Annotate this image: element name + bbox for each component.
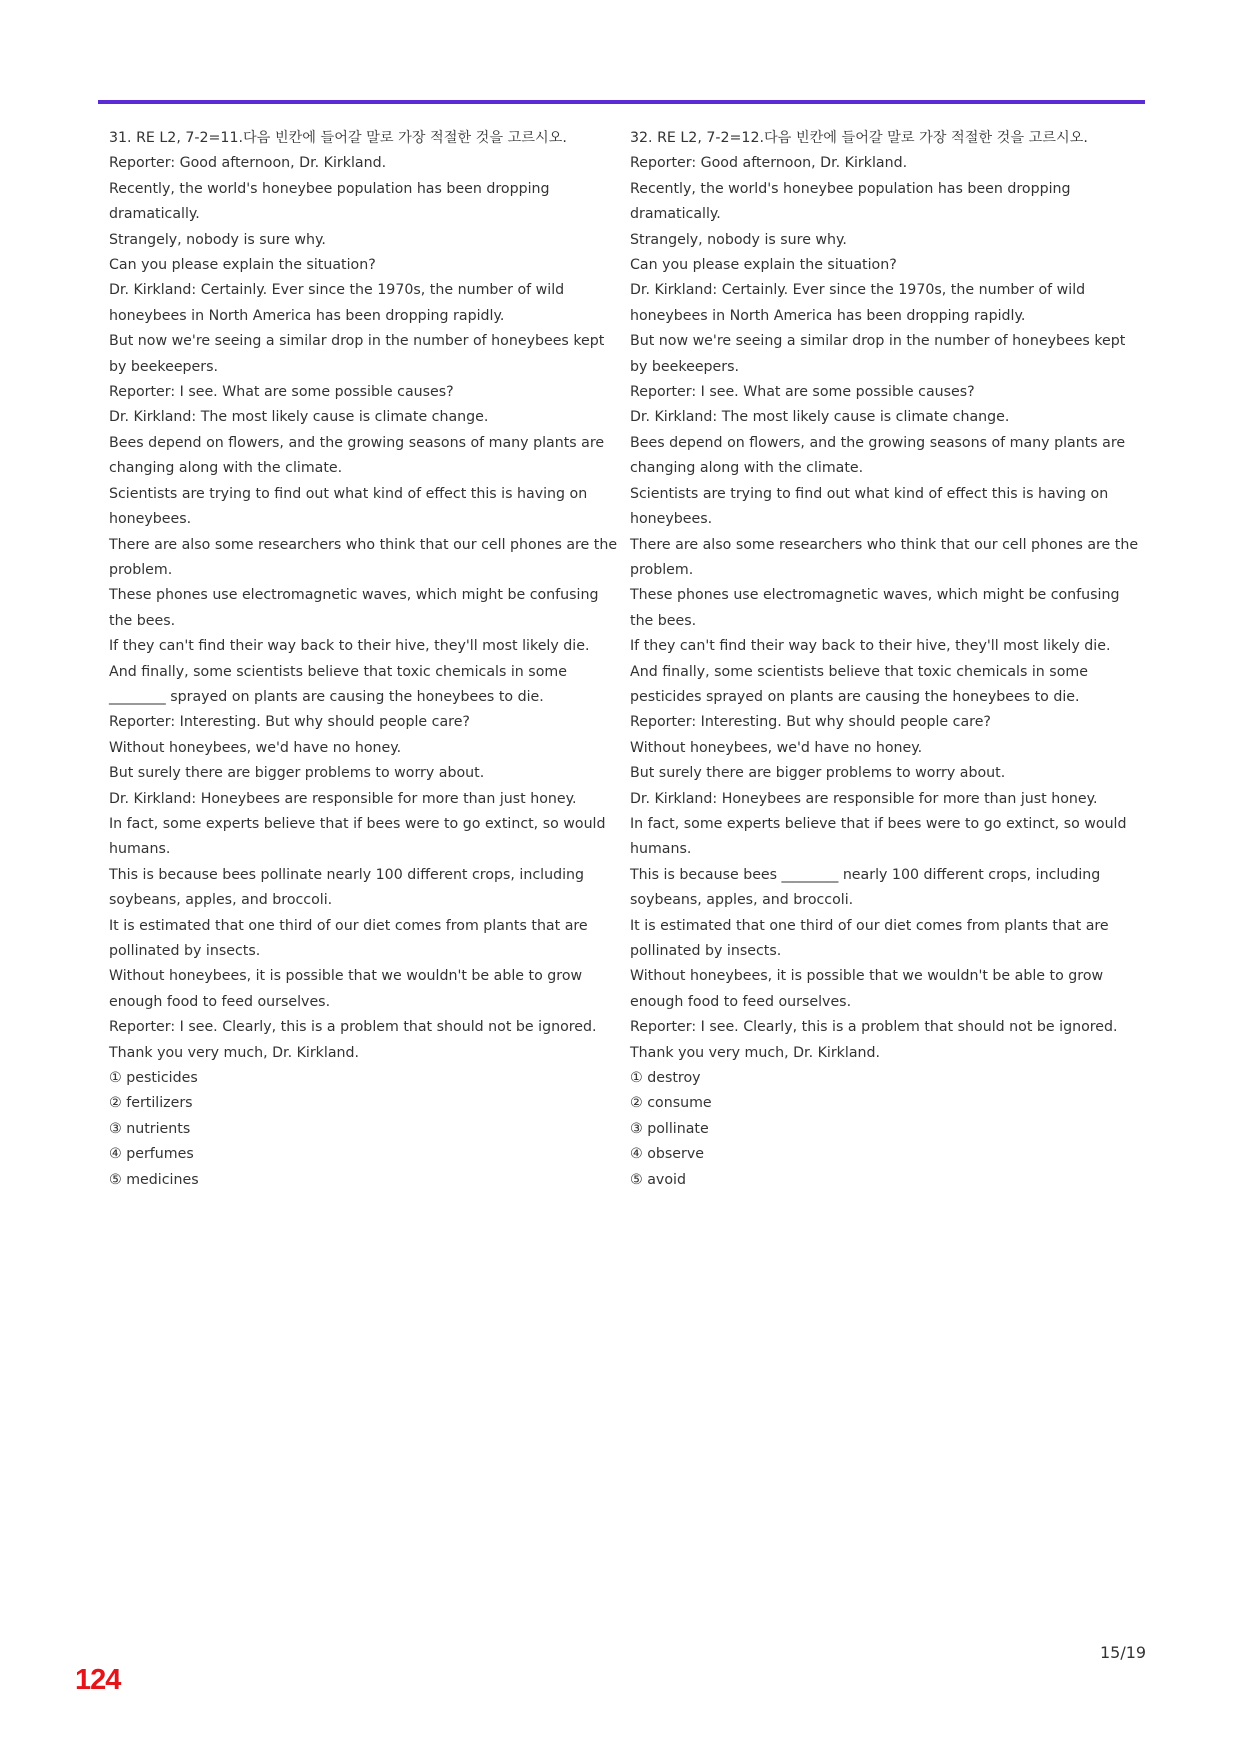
passage-line: But now we're seeing a similar drop in the number of honeybees kept by beekeepers. <box>109 333 605 375</box>
passage-line: Dr. Kirkland: Honeybees are responsible for more than just honey. <box>630 790 1098 807</box>
question-32 <box>630 126 1140 1193</box>
passage-line: Without honeybees, we'd have no honey. <box>109 739 402 756</box>
passage-line: Can you please explain the situation? <box>630 257 897 274</box>
passage-line: But surely there are bigger problems to worry about. <box>109 765 485 782</box>
passage-line: Strangely, nobody is sure why. <box>630 231 847 248</box>
answer-choice: ③ pollinate <box>630 1120 709 1137</box>
passage-line: Bees depend on flowers, and the growing seasons of many plants are changing along with the climate. <box>109 434 605 477</box>
passage-line: Without honeybees, we'd have no honey. <box>630 739 923 756</box>
passage-line: Dr. Kirkland: Certainly. Ever since the 1970s, the number of wild honeybees in North America has been dropping rapidly. <box>109 282 565 324</box>
passage-line: Scientists are trying to find out what kind of effect this is having on honeybees. <box>109 485 588 528</box>
passage-line: This is because bees ________ nearly 100 different crops, including soybeans, apples, and broccoli. <box>630 866 1101 909</box>
passage-line: Reporter: Good afternoon, Dr. Kirkland. <box>630 155 908 172</box>
passage-line: There are also some researchers who think that our cell phones are the problem. <box>630 536 1139 578</box>
question-header: 31. RE L2, 7-2=11.다음 빈칸에 들어갈 말로 가장 적절한 것을 고르시오. <box>109 130 567 146</box>
answer-choice: ① destroy <box>630 1070 701 1087</box>
passage-line: It is estimated that one third of our diet comes from plants that are pollinated by insects. <box>109 917 588 959</box>
passage-line: Reporter: I see. What are some possible causes? <box>109 384 454 401</box>
passage-line: Reporter: I see. What are some possible causes? <box>630 384 975 401</box>
passage-line: Strangely, nobody is sure why. <box>109 231 326 248</box>
passage-line: This is because bees pollinate nearly 100 different crops, including soybeans, apples, and broccoli. <box>109 866 585 909</box>
passage-line: If they can't find their way back to their hive, they'll most likely die. <box>630 638 1111 655</box>
passage-line: It is estimated that one third of our diet comes from plants that are pollinated by insects. <box>630 917 1109 959</box>
passage-line: Thank you very much, Dr. Kirkland. <box>109 1044 360 1061</box>
answer-choice: ② consume <box>630 1095 712 1112</box>
top-rule <box>98 100 1145 104</box>
passage-line: In fact, some experts believe that if bees were to go extinct, so would humans. <box>630 815 1127 858</box>
passage-line: But now we're seeing a similar drop in the number of honeybees kept by beekeepers. <box>630 333 1126 375</box>
passage-line: But surely there are bigger problems to worry about. <box>630 765 1006 782</box>
passage-line: Reporter: Interesting. But why should people care? <box>630 714 991 731</box>
passage-line: Recently, the world's honeybee population has been dropping dramatically. <box>630 180 1071 223</box>
answer-choice: ⑤ avoid <box>630 1171 686 1188</box>
passage-line: Recently, the world's honeybee population has been dropping dramatically. <box>109 180 550 223</box>
passage-line: Scientists are trying to find out what kind of effect this is having on honeybees. <box>630 485 1109 528</box>
passage-line: Dr. Kirkland: Certainly. Ever since the 1970s, the number of wild honeybees in North America has been dropping rapidly. <box>630 282 1086 324</box>
answer-choice: ② fertilizers <box>109 1095 193 1112</box>
passage-line: Bees depend on flowers, and the growing seasons of many plants are changing along with the climate. <box>630 434 1126 477</box>
passage-line: Reporter: I see. Clearly, this is a problem that should not be ignored. <box>630 1019 1118 1036</box>
passage-line: These phones use electromagnetic waves, which might be confusing the bees. <box>630 587 1120 629</box>
passage-line: Dr. Kirkland: The most likely cause is climate change. <box>630 409 1010 426</box>
question-header: 32. RE L2, 7-2=12.다음 빈칸에 들어갈 말로 가장 적절한 것을 고르시오. <box>630 130 1088 146</box>
answer-choice: ④ perfumes <box>109 1146 194 1163</box>
passage-line: Without honeybees, it is possible that we wouldn't be able to grow enough food to feed ourselves. <box>630 968 1104 1010</box>
passage-line: Dr. Kirkland: Honeybees are responsible for more than just honey. <box>109 790 577 807</box>
passage-line: Reporter: I see. Clearly, this is a problem that should not be ignored. <box>109 1019 597 1036</box>
answer-choice: ③ nutrients <box>109 1120 191 1137</box>
passage-line: If they can't find their way back to their hive, they'll most likely die. <box>109 638 590 655</box>
passage-line: Can you please explain the situation? <box>109 257 376 274</box>
page-count: 15/19 <box>1100 1643 1147 1662</box>
passage-line: Dr. Kirkland: The most likely cause is climate change. <box>109 409 489 426</box>
passage-line: Reporter: Good afternoon, Dr. Kirkland. <box>109 155 387 172</box>
question-31 <box>109 126 619 1193</box>
answer-choice: ① pesticides <box>109 1070 198 1087</box>
answer-choice: ④ observe <box>630 1146 704 1163</box>
passage-line: In fact, some experts believe that if bees were to go extinct, so would humans. <box>109 815 606 858</box>
passage-line: And finally, some scientists believe that toxic chemicals in some pesticides sprayed on plants are causing the honeybees to die. <box>630 663 1088 705</box>
passage-line: Without honeybees, it is possible that we wouldn't be able to grow enough food to feed ourselves. <box>109 968 583 1010</box>
passage-line: And finally, some scientists believe that toxic chemicals in some ________ sprayed on plants are causing the honeybees to die. <box>109 663 567 705</box>
passage-line: Reporter: Interesting. But why should people care? <box>109 714 470 731</box>
passage-line: Thank you very much, Dr. Kirkland. <box>630 1044 881 1061</box>
page-number: 124 <box>75 1664 121 1696</box>
answer-choice: ⑤ medicines <box>109 1171 199 1188</box>
passage-line: These phones use electromagnetic waves, which might be confusing the bees. <box>109 587 599 629</box>
passage-line: There are also some researchers who think that our cell phones are the problem. <box>109 536 618 578</box>
